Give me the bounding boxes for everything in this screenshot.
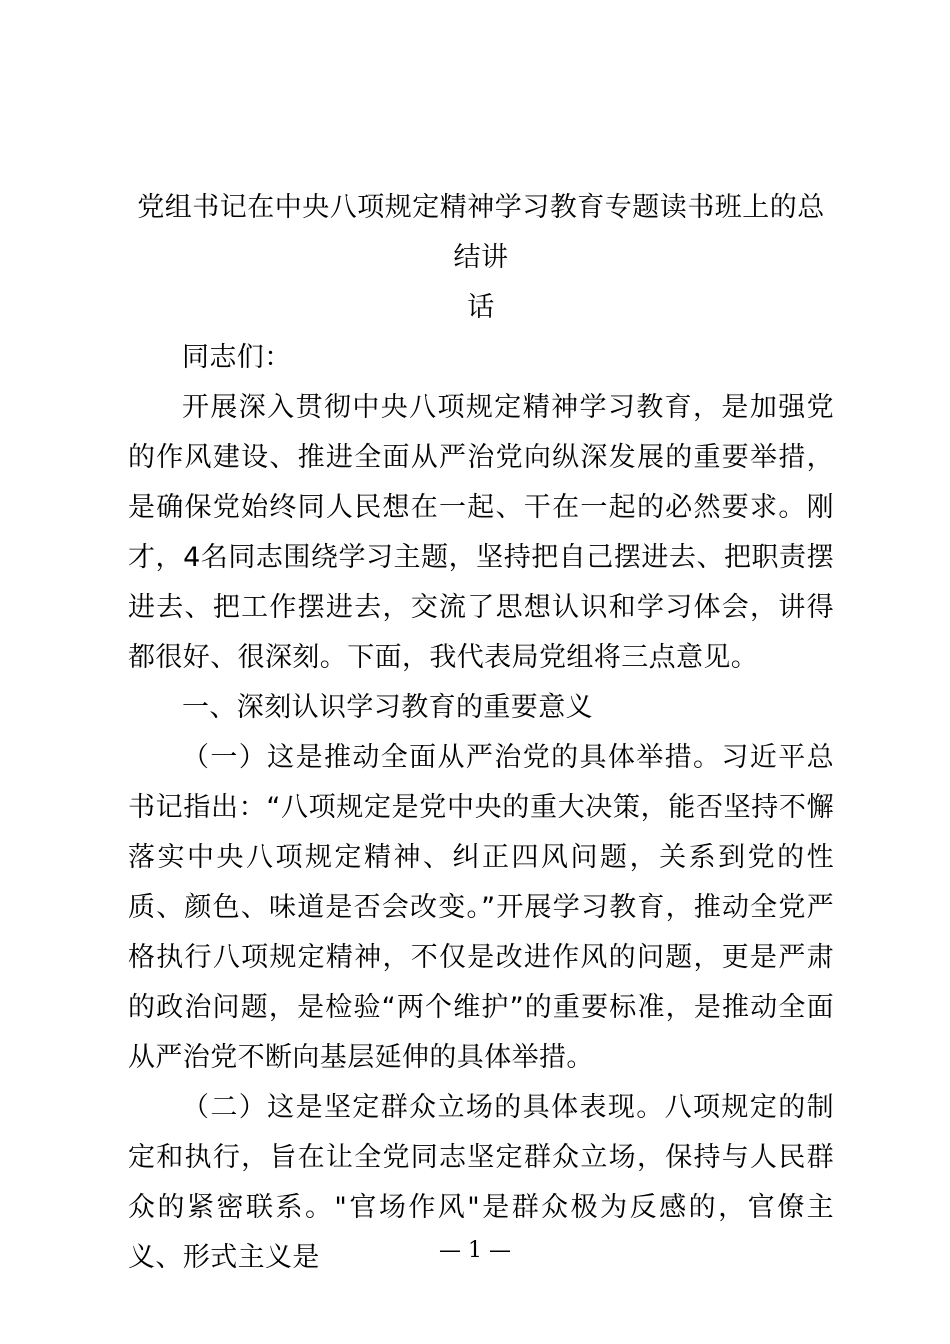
salutation: 同志们： bbox=[182, 342, 292, 373]
intro-paragraph: 开展深入贯彻中央八项规定精神学习教育，是加强党的作风建设、推进全面从严治党向纵深发展的重要举措，是确保党始终同人民想在一起、干在一起的必然要求。刚才，4名同志围绕学习主题，坚持把自己摆进去、把职责摆进去、把工作摆进去，交流了思想认识和学习体会，讲得都很好、很深刻。下面，我代表局党组将三点意见。 bbox=[128, 392, 834, 673]
title-line-1: 党组书记在中央八项规定精神学习教育专题读书班上的总结讲 bbox=[137, 192, 825, 273]
subsection-paragraph-1: （一）这是推动全面从严治党的具体举措。习近平总书记指出：“八项规定是党中央的重大决策，能否坚持不懈落实中央八项规定精神、纠正四风问题，关系到党的性质、颜色、味道是否会改变。”开展学习教育，推动全党严格执行八项规定精神，不仅是改进作风的问题，更是严肃的政治问题，是检验“两个维护”的重要标准，是推动全面从严治党不断向基层延伸的具体举措。 bbox=[128, 742, 834, 1073]
title-line-2: 话 bbox=[467, 292, 495, 323]
subsection-paragraph-2: （二）这是坚定群众立场的具体表现。八项规定的制定和执行，旨在让全党同志坚定群众立场，保持与人民群众的紧密联系。"官场作风"是群众极为反感的，官僚主义、形式主义是 bbox=[128, 1092, 834, 1273]
section-heading-1: 一、深刻认识学习教育的重要意义 bbox=[182, 692, 593, 723]
page-number: — 1 — bbox=[439, 1238, 511, 1263]
document-page bbox=[128, 183, 834, 1283]
document-title bbox=[128, 183, 834, 333]
